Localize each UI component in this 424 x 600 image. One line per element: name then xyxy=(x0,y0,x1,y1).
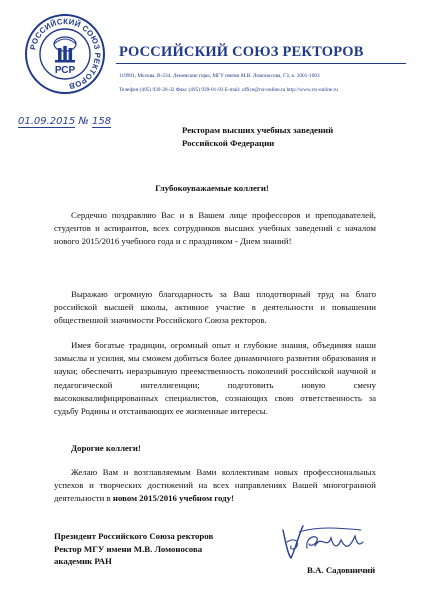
organization-address: 119991, Москва, В-234, Ленинские горы, МГУ имени М.В. Ломоносова, ГЗ, к. 1001-1003 xyxy=(119,73,320,79)
body-paragraph: Выражаю огромную благодарность за Ваш плодотворный труд на благо российской высшей школы, активное участие в деятельности и повышении общественной значимости Российского Союза ректоров. xyxy=(54,289,376,326)
wishes-emphasis: новом 2015/2016 учебном году! xyxy=(112,493,234,504)
handwritten-number: 158 xyxy=(92,116,112,127)
recipient-block xyxy=(182,124,333,149)
signatory-title: Ректор МГУ имени М.В. Ломоносова xyxy=(54,543,203,554)
outgoing-number xyxy=(18,116,111,127)
handwritten-date: 01.09.2015 xyxy=(18,116,76,127)
header-divider xyxy=(116,63,406,64)
body-paragraph: Имея богатые традиции, огромный опыт и глубокие знания, объединяя наши замыслы и усилия, мы сможем добиться более динамичного развития образования и науки; обеспечить неразрывную преемственность поколений российской научной и педагогической интеллигенции; подготовить новую смену высококвалифицированных специалистов, сознающих свою ответственность за судьбу Родины и отстаивающих ее жизненные интересы. xyxy=(54,340,376,417)
signatory-title: Президент Российского Союза ректоров xyxy=(54,531,214,541)
closing-salutation: Дорогие коллеги! xyxy=(71,443,141,453)
handwritten-signature xyxy=(279,520,365,564)
organization-contacts: Телефон (495) 939-20-32 Факс (495) 939-01-93 E-mail: office@rsr-online.ru http://www.rsr-online.ru xyxy=(119,87,338,93)
number-sign: № xyxy=(78,116,89,127)
salutation: Глубокоуважаемые коллеги! xyxy=(155,183,269,193)
rsr-logo-icon xyxy=(22,12,108,96)
logo-letters: РСР xyxy=(54,65,76,76)
organization-title: РОССИЙСКИЙ СОЮЗ РЕКТОРОВ xyxy=(119,44,364,60)
body-paragraph xyxy=(54,466,376,506)
wishes-text: Желаю Вам и возглавляемым Вами коллективам новых профессиональных успехов и творческих достижений на всех направлениях Вашей многогранной деятельности в xyxy=(54,467,376,504)
logo-ring-text: РОССИЙСКИЙ СОЮЗ РЕКТОРОВ xyxy=(28,16,103,91)
recipient-line: Ректорам высших учебных заведений xyxy=(182,125,334,135)
signer-name: В.А. Садовничий xyxy=(307,565,376,575)
signatory-title: академик РАН xyxy=(54,556,112,566)
recipient-line: Российской Федерации xyxy=(182,137,275,148)
signatory-titles xyxy=(54,530,213,568)
body-paragraph: Сердечно поздравляю Вас и в Вашем лице профессоров и преподавателей, студентов и аспирантов, всех сотрудников высших учебных заведений с началом нового 2015/2016 учебного года и с праздником - Днем знаний! xyxy=(54,210,376,247)
